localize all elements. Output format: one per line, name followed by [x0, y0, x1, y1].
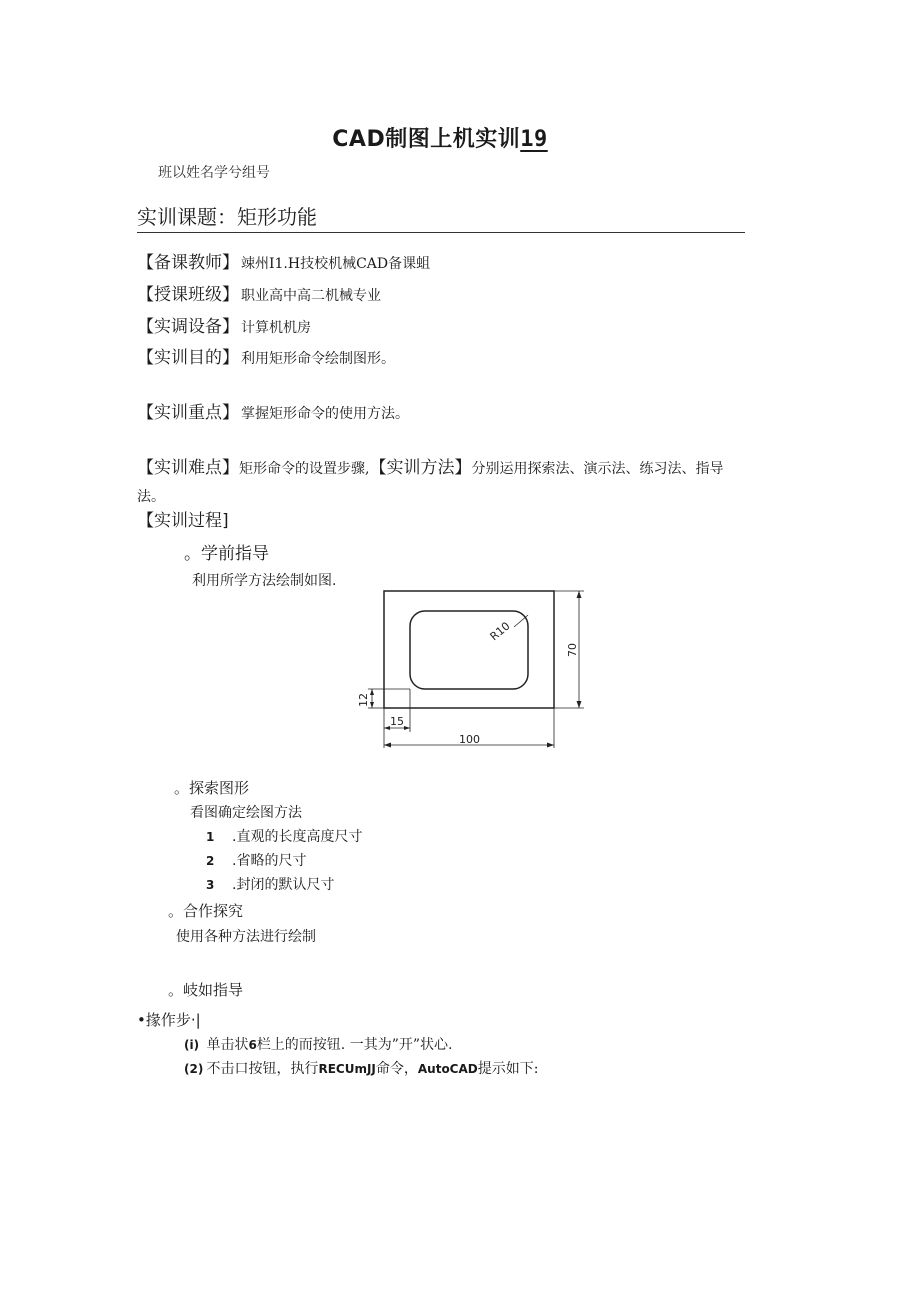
info-row-equipment: [137, 312, 311, 337]
inner-rounded-rectangle: [410, 611, 528, 689]
info-row-goal: [137, 343, 395, 368]
list-number: 2: [206, 854, 215, 868]
section-text-1: 利用所学方法绘制如图.: [192, 573, 337, 589]
list-item: [206, 850, 306, 870]
info-label: 【实调设备】: [137, 317, 239, 337]
arrow: [577, 591, 582, 598]
info-value: 利用矩形命令绘制图形。: [241, 351, 395, 367]
difficulty-paragraph: [137, 454, 737, 511]
list-item: [206, 826, 362, 846]
arrow: [404, 726, 410, 730]
difficulty-label: 【实训难点】: [137, 458, 239, 478]
info-row-focus: [137, 398, 409, 423]
step-bold: 6: [248, 1038, 257, 1052]
ops-heading: •掾作步·|: [137, 1011, 201, 1029]
info-value: 职业高中高二机械专业: [241, 288, 381, 304]
list-number: 1: [206, 830, 215, 844]
method-label: 【实训方法】: [369, 458, 472, 478]
dim-height-label: 70: [566, 643, 579, 657]
list-text: .封闭的默认尺寸: [232, 877, 335, 893]
list-text: .直观的长度高度尺寸: [232, 829, 363, 845]
step-text: 命令，: [375, 1061, 418, 1077]
list-text: .省略的尺寸: [232, 853, 307, 869]
info-label: 【备课教师】: [137, 253, 239, 273]
step-number: (2): [184, 1062, 204, 1076]
step-text: 提示如下:: [477, 1061, 539, 1077]
info-label: 【授课班级】: [137, 285, 239, 305]
process-label: 【实训过程]: [137, 511, 229, 531]
info-label: 【实训目的】: [137, 348, 239, 368]
title-text: CAD制图上机实训: [332, 127, 521, 152]
arrow: [547, 743, 554, 748]
meta-line: 班以姓名学兮组号: [158, 165, 270, 181]
radius-leader: [514, 615, 528, 627]
info-row-class: [137, 280, 381, 305]
arrow: [370, 689, 374, 695]
info-value: 竦州I1.H技校机械CAD备课蛆: [241, 256, 431, 272]
info-row-teacher: [137, 248, 430, 273]
subject-heading: 实训课题：矩形功能: [137, 205, 317, 229]
arrow: [384, 743, 391, 748]
divider: [137, 232, 745, 233]
step-bold: AutoCAD: [417, 1062, 478, 1076]
step-2: [184, 1058, 538, 1078]
dim-offset-y-label: 12: [357, 693, 370, 707]
arrow: [370, 702, 374, 708]
info-value: 计算机机房: [241, 320, 311, 336]
section-heading-3: 。合作探究: [168, 902, 244, 920]
list-number: 3: [206, 878, 215, 892]
info-label: 【实训重点】: [137, 403, 239, 423]
process-heading: [137, 506, 229, 531]
step-text: 单击状: [206, 1037, 249, 1053]
step-1: [184, 1034, 452, 1054]
arrow: [577, 701, 582, 708]
section-text-3: 使用各种方法进行绘制: [176, 929, 316, 945]
section-heading-1: 。学前指导: [184, 544, 269, 564]
info-value: 掌握矩形命令的使用方法。: [241, 406, 409, 422]
title-number: 19: [520, 127, 548, 152]
method-value: 分别运用探索法、演示法、练习法、指导法。: [137, 461, 724, 505]
page-title: [0, 122, 880, 153]
step-number: (i): [184, 1038, 200, 1052]
step-text: 不击口按钮，执行: [206, 1061, 319, 1077]
dim-radius-label: R10: [487, 619, 513, 644]
step-bold: RECUmJJ: [318, 1062, 376, 1076]
section-text-2: 看图确定绘图方法: [190, 805, 302, 821]
list-item: [206, 874, 334, 894]
step-text: 栏上的而按钮. 一其为”开”状心.: [256, 1037, 453, 1053]
cad-drawing: [350, 585, 590, 755]
difficulty-value: 矩形命令的设置步骤,: [239, 461, 370, 477]
dim-offset-x-label: 15: [390, 715, 404, 728]
dim-width-label: 100: [459, 733, 480, 746]
section-heading-4: 。岐如指导: [168, 981, 244, 999]
section-heading-2: 。探索图形: [174, 779, 250, 797]
